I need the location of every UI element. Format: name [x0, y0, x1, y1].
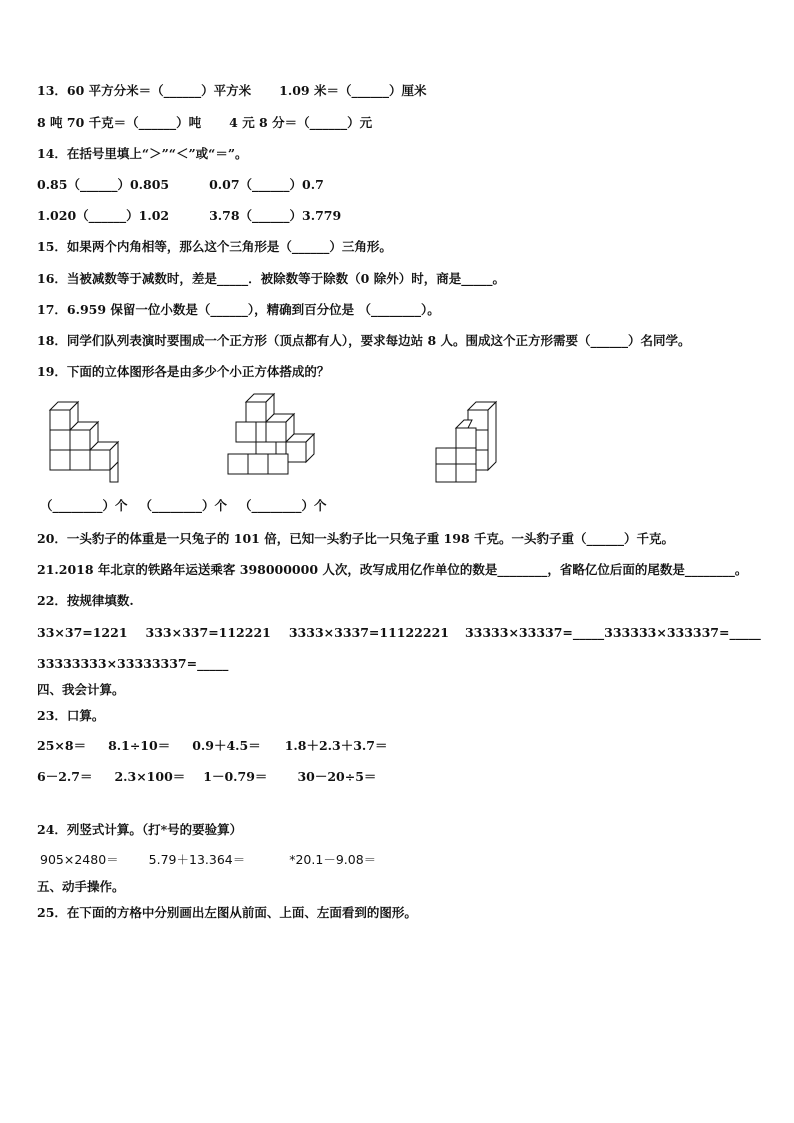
- cube-figure-1: [38, 398, 134, 486]
- q22-c: 3333×3337=11122221: [288, 625, 449, 640]
- question-19-answers: [40, 498, 327, 514]
- q13-a: 13．60 平方分米＝（______）平方米: [37, 83, 252, 98]
- question-16: 16．当被减数等于减数时，差是_____．被除数等于除数（0 除外）时，商是_____。: [37, 271, 505, 286]
- section-5-heading: 五、动手操作。: [37, 879, 125, 894]
- question-23-title: 23．口算。: [37, 708, 105, 723]
- q19-c: （________）个: [239, 498, 327, 513]
- q13-b: 1.09 米＝（______）厘米: [279, 83, 427, 98]
- q23-h: 30－20÷5＝: [297, 769, 377, 784]
- q22-a: 33×37=1221: [37, 625, 128, 640]
- question-24-row: [40, 852, 376, 868]
- question-25: 25．在下面的方格中分别画出左图从前面、上面、左面看到的图形。: [37, 905, 417, 920]
- question-24-title: 24．列竖式计算。（打*号的要验算）: [37, 822, 243, 837]
- question-23-row1: [37, 738, 387, 754]
- question-13-row1: [37, 83, 426, 99]
- q24-c: *20.1－9.08＝: [289, 852, 377, 867]
- q23-f: 2.3×100＝: [114, 769, 186, 784]
- question-18: 18．同学们队列表演时要围成一个正方形（顶点都有人），要求每边站 8 人。围成这个正方形需要（______）名同学。: [37, 333, 691, 348]
- question-22-row2: 33333333×33333337=_____: [37, 656, 229, 671]
- q14-b: 0.07（______）0.7: [209, 177, 324, 192]
- q24-b: 5.79＋13.364＝: [148, 852, 246, 867]
- question-17: 17．6.959 保留一位小数是（______），精确到百分位是 （________）。: [37, 302, 440, 317]
- question-23-row2: [37, 769, 376, 785]
- q23-c: 0.9＋4.5＝: [192, 738, 261, 753]
- q23-d: 1.8＋2.3＋3.7＝: [284, 738, 388, 753]
- question-19-title: 19．下面的立体图形各是由多少个小正方体搭成的？: [37, 364, 330, 379]
- q14-d: 3.78（______）3.779: [209, 208, 342, 223]
- q23-a: 25×8＝: [37, 738, 87, 753]
- q13-c: 8 吨 70 千克＝（______）吨: [37, 115, 202, 130]
- q19-a: （________）个: [40, 498, 128, 513]
- section-4-heading: 四、我会计算。: [37, 682, 125, 697]
- question-22-row1: [37, 625, 761, 641]
- cube-figure-2: [224, 392, 334, 484]
- q22-e: 333333×333337=_____: [604, 625, 761, 640]
- q14-a: 0.85（______）0.805: [37, 177, 170, 192]
- q23-g: 1－0.79＝: [203, 769, 268, 784]
- question-14-row2: [37, 208, 341, 224]
- question-14-row1: [37, 177, 324, 193]
- q23-b: 8.1÷10＝: [108, 738, 171, 753]
- q14-c: 1.020（______）1.02: [37, 208, 170, 223]
- question-15: 15．如果两个内角相等，那么这个三角形是（______）三角形。: [37, 239, 392, 254]
- question-20: 20．一头豹子的体重是一只兔子的 101 倍，已知一头豹子比一只兔子重 198 千克。一头豹子重（______）千克。: [37, 531, 674, 546]
- q22-b: 333×337=112221: [145, 625, 271, 640]
- question-22-title: 22．按规律填数.: [37, 593, 134, 608]
- q19-b: （________）个: [139, 498, 228, 513]
- q24-a: 905×2480＝: [40, 852, 119, 867]
- question-21: 21.2018 年北京的铁路年运送乘客 398000000 人次，改写成用亿作单位的数是________，省略亿位后面的尾数是________。: [37, 562, 748, 577]
- q23-e: 6－2.7＝: [37, 769, 93, 784]
- q13-d: 4 元 8 分＝（______）元: [229, 115, 373, 130]
- cube-figure-3: [432, 398, 512, 486]
- q22-d: 33333×33337=_____: [464, 625, 605, 640]
- question-14-title: 14．在括号里填上“＞”“＜”或“＝”。: [37, 146, 248, 161]
- question-13-row2: [37, 115, 372, 131]
